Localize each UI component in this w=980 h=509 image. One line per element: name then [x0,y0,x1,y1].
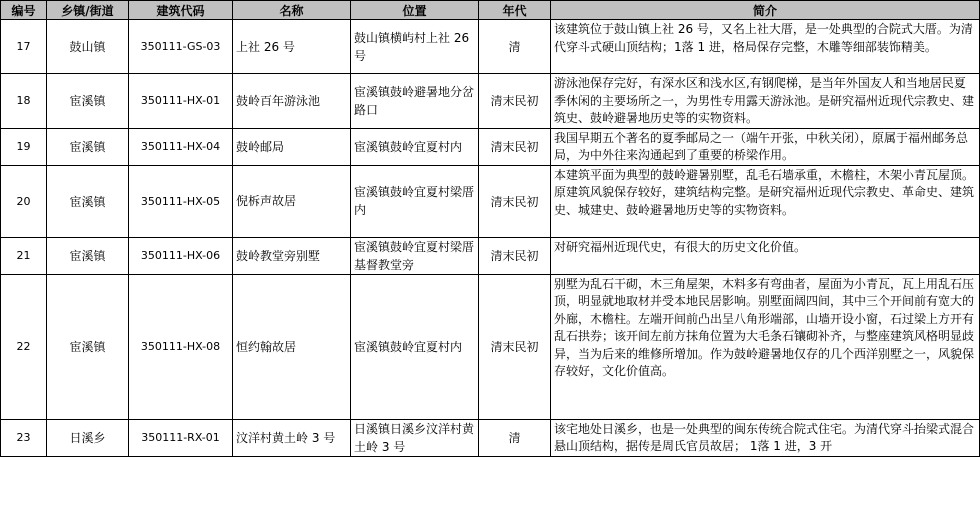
cell-town: 宦溪镇 [47,128,129,165]
cell-intro: 该宅地处日溪乡，也是一处典型的闽东传统合院式住宅。为清代穿斗抬梁式混合悬山顶结构，据传是周氏官员故居； 1落 1 进，3 开 [551,419,980,456]
column-header-era: 年代 [479,1,551,20]
cell-era: 清末民初 [479,237,551,274]
cell-name: 上社 26 号 [233,20,351,74]
cell-number: 21 [1,237,47,274]
cell-era: 清末民初 [479,74,551,129]
table-row [1,165,980,237]
cell-code: 350111-HX-05 [129,165,233,237]
cell-town: 宦溪镇 [47,74,129,129]
table-row [1,74,980,129]
cell-era: 清末民初 [479,274,551,419]
cell-intro: 我国早期五个著名的夏季邮局之一（端午开张，中秋关闭），原属于福州邮务总局，为中外往来沟通起到了重要的桥梁作用。 [551,128,980,165]
cell-name: 汶洋村黄土岭 3 号 [233,419,351,456]
cell-number: 19 [1,128,47,165]
cell-intro: 本建筑平面为典型的鼓岭避暑别墅，乱毛石墙承重，木檐柱，木架小青瓦屋顶。原建筑风貌保存较好，建筑结构完整。是研究福州近现代宗教史、革命史、建筑史、城建史、鼓岭避暑地历史等的实物资料。 [551,165,980,237]
cell-code: 350111-GS-03 [129,20,233,74]
cell-location: 宦溪镇鼓岭避暑地分岔路口 [351,74,479,129]
column-header-name: 名称 [233,1,351,20]
cell-town: 日溪乡 [47,419,129,456]
cell-intro: 对研究福州近现代史，有很大的历史文化价值。 [551,237,980,274]
column-header-intro: 简介 [551,1,980,20]
cell-name: 恒约翰故居 [233,274,351,419]
column-header-town: 乡镇/街道 [47,1,129,20]
cell-name: 倪柝声故居 [233,165,351,237]
cell-location: 宦溪镇鼓岭宜夏村内 [351,128,479,165]
cell-town: 鼓山镇 [47,20,129,74]
column-header-code: 建筑代码 [129,1,233,20]
cell-number: 23 [1,419,47,456]
cell-location: 宦溪镇鼓岭宜夏村梁厝内 [351,165,479,237]
cell-code: 350111-RX-01 [129,419,233,456]
cell-number: 17 [1,20,47,74]
cell-era: 清末民初 [479,165,551,237]
cell-intro: 该建筑位于鼓山镇上社 26 号，又名上社大厝，是一处典型的合院式大厝。为清代穿斗式硬山顶结构；1落 1 进，格局保存完整，木雕等细部装饰精美。 [551,20,980,74]
cell-era: 清末民初 [479,128,551,165]
cell-era: 清 [479,20,551,74]
cell-town: 宦溪镇 [47,237,129,274]
cell-name: 鼓岭百年游泳池 [233,74,351,129]
cell-name: 鼓岭教堂旁别墅 [233,237,351,274]
cell-code: 350111-HX-08 [129,274,233,419]
cell-code: 350111-HX-01 [129,74,233,129]
cell-number: 20 [1,165,47,237]
cell-number: 18 [1,74,47,129]
cell-name: 鼓岭邮局 [233,128,351,165]
column-header-location: 位置 [351,1,479,20]
table-row [1,419,980,456]
cell-code: 350111-HX-06 [129,237,233,274]
column-header-number: 编号 [1,1,47,20]
table-row [1,237,980,274]
cell-town: 宦溪镇 [47,165,129,237]
cell-era: 清 [479,419,551,456]
cell-code: 350111-HX-04 [129,128,233,165]
cell-town: 宦溪镇 [47,274,129,419]
cell-location: 日溪镇日溪乡汶洋村黄土岭 3 号 [351,419,479,456]
cell-intro: 游泳池保存完好，有深水区和浅水区,有钢爬梯，是当年外国友人和当地居民夏季休闲的主要场所之一，为男性专用露天游泳池。是研究福州近现代宗教史、建筑史、鼓岭避暑地历史等的实物资料。 [551,74,980,129]
cell-location: 宦溪镇鼓岭宜夏村梁厝基督教堂旁 [351,237,479,274]
header-row [1,1,980,20]
cell-location: 宦溪镇鼓岭宜夏村内 [351,274,479,419]
table-row [1,20,980,74]
cell-number: 22 [1,274,47,419]
cell-intro: 别墅为乱石干砌，木三角屋架，木料多有弯曲者，屋面为小青瓦，瓦上用乱石压顶，明显就地取材并受本地民居影响。别墅面阔四间，其中三个开间前有宽大的外廊，木檐柱。左端开间前凸出呈八角形端部，山墙开设小窗，石过梁上方开有乱石拱券；该开间左前方抹角位置为大毛条石镶砌补齐，与整座建筑风格明显歧异，当为后来的维修所增加。作为鼓岭避暑地仅存的几个西洋别墅之一，风貌保存较好，文化价值高。 [551,274,980,419]
cell-location: 鼓山镇横屿村上社 26 号 [351,20,479,74]
table-row [1,128,980,165]
table-row [1,274,980,419]
